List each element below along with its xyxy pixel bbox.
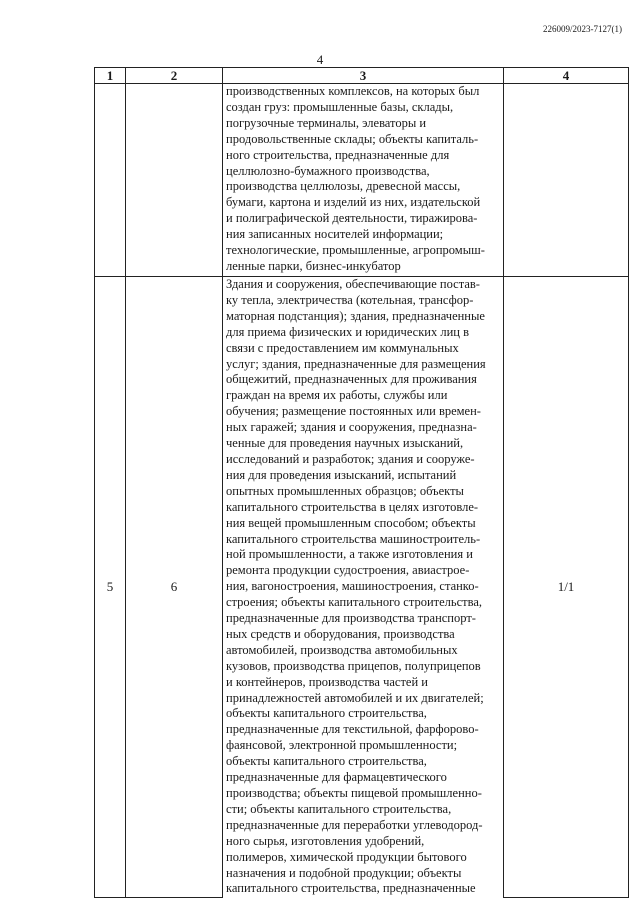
table-header-row xyxy=(95,68,629,84)
description-text: Здания и сооружения, обеспечивающие постав- ку тепла, электричества (котельная, трансфор- маторная подстанция); здания, предназначенные для приема физических и юридических лиц в связи с предоставлением им коммунальных услуг; здания, предназначенные для размещения общежитий, предназначенных для проживания граждан на время их работы, службы или обучения; размещение постоянных или времен- ных гаражей; здания и сооружения, предназна- ченные для проведения научных изысканий, исследований и разработок; здания и сооруже- ния для проведения изысканий, испытаний опытных промышленных образцов; объекты капитального строительства в целях изготовле- ния вещей промышленным способом; объекты капитального строительства машиностроитель- ной промышленности, а также изготовления и ремонта продукции судостроения, авиастрое- ния, вагоностроения, машиностроения, станко- строения; объекты капитального строительства, предназначенные для производства транспорт- ных средств и оборудования, производства автомобилей, производства автомобильных кузовов, производства прицепов, полуприцепов и контейнеров, производства частей и принадлежностей автомобилей и их двигателей; объекты капитального строительства, предназначенные для текстильной, фарфорово- фаянсовой, электронной промышленности; объекты капитального строительства, предназначенные для фармацевтического производства; объекты пищевой промышленно- сти; объекты капитального строительства, предназначенные для переработки углеводород- ного сырья, изготовления удобрений, полимеров, химической продукции бытового назначения и подобной продукции; объекты капитального строительства, предназначенные xyxy=(226,277,486,896)
column-header-1: 1 xyxy=(95,68,126,84)
row-cell-number: 5 xyxy=(95,277,126,898)
table-row xyxy=(95,84,629,277)
document-registration-number: 226009/2023-7127(1) xyxy=(543,24,622,34)
column-header-3: 3 xyxy=(223,68,504,84)
row-cell-description xyxy=(223,84,504,277)
table-row xyxy=(95,277,629,898)
column-header-4: 4 xyxy=(504,68,629,84)
description-text: производственных комплексов, на которых был создан груз: промышленные базы, склады, погрузочные терминалы, элеваторы и продовольственные склады; объекты капиталь- ного строительства, предназначенные для целлюлозно-бумажного производства, производства целлюлозы, древесной массы, бумаги, картона и изделий из них, издательской и полиграфической деятельности, тиражирова- ния записанных носителей информации; технологические, промышленные, агропромыш- ленные парки, бизнес-инкубатор xyxy=(226,84,485,273)
row-cell-col2 xyxy=(126,84,223,277)
row-cell-col1 xyxy=(95,84,126,277)
column-header-2: 2 xyxy=(126,68,223,84)
row-cell-col4 xyxy=(504,84,629,277)
page-number: 4 xyxy=(316,52,324,67)
row-cell-code: 6 xyxy=(126,277,223,898)
land-use-table xyxy=(94,67,629,898)
row-cell-description xyxy=(223,277,504,898)
row-cell-ratio: 1/1 xyxy=(504,277,629,898)
